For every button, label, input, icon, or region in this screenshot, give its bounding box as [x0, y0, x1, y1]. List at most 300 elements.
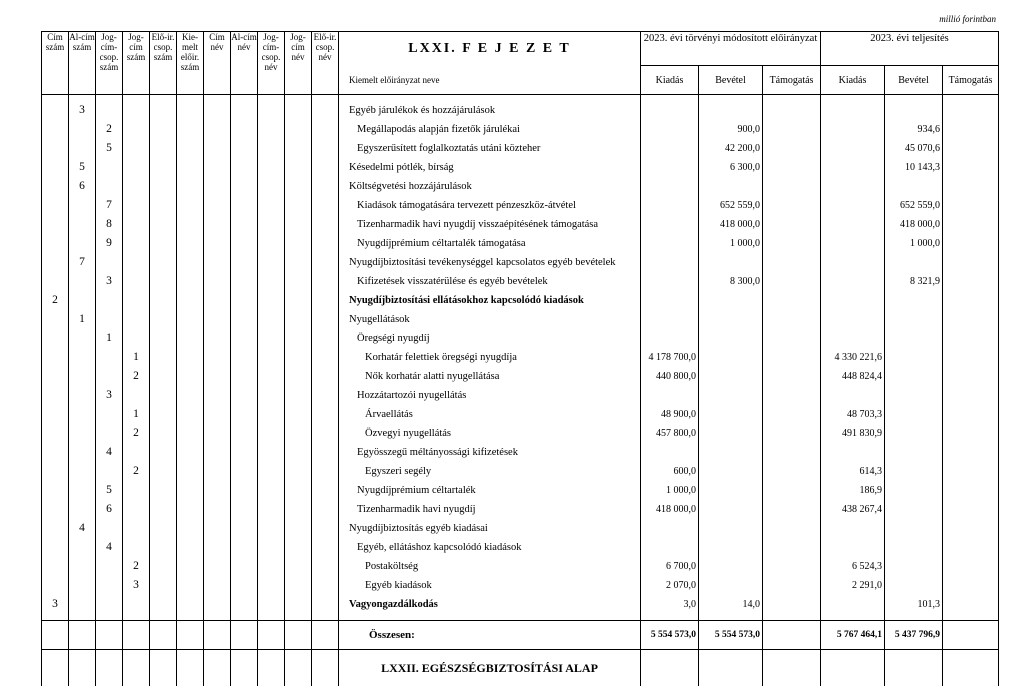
code-cell [150, 272, 177, 291]
code-cell [177, 310, 204, 329]
value-cell [641, 158, 699, 177]
code-cell [150, 595, 177, 614]
code-cell [123, 253, 150, 272]
name-level-cell [231, 139, 258, 158]
name-level-cell [231, 329, 258, 348]
code-cell [123, 139, 150, 158]
value-cell [885, 291, 943, 310]
item-name: Kiadások támogatására tervezett pénzeszköz-átvétel [339, 196, 641, 215]
value-cell [763, 310, 821, 329]
code-cell [42, 253, 69, 272]
name-level-cell [204, 405, 231, 424]
spacer-cell [821, 650, 885, 687]
value-cell [885, 481, 943, 500]
code-cell [42, 120, 69, 139]
value-cell [885, 177, 943, 196]
item-name: Egyösszegű méltányossági kifizetések [339, 443, 641, 462]
header-eloircsop-szam: Elő-ir. csop. szám [150, 32, 177, 95]
value-cell [943, 348, 999, 367]
value-cell: 900,0 [699, 120, 763, 139]
value-cell [763, 386, 821, 405]
header-kiadas-2: Kiadás [821, 66, 885, 95]
value-cell [885, 519, 943, 538]
name-level-cell [285, 101, 312, 120]
value-cell [699, 538, 763, 557]
code-cell: 2 [123, 462, 150, 481]
value-cell: 45 070,6 [885, 139, 943, 158]
code-cell [150, 177, 177, 196]
name-level-cell [231, 196, 258, 215]
value-cell: 418 000,0 [699, 215, 763, 234]
value-cell [821, 234, 885, 253]
spacer-cell [96, 621, 123, 650]
code-cell [150, 348, 177, 367]
spacer-cell [177, 650, 204, 687]
value-cell [699, 386, 763, 405]
name-level-cell [285, 158, 312, 177]
name-level-cell [258, 291, 285, 310]
total-value: 5 554 573,0 [699, 621, 763, 650]
value-cell [821, 158, 885, 177]
code-cell [150, 234, 177, 253]
name-level-cell [312, 215, 339, 234]
name-level-cell [285, 538, 312, 557]
name-level-cell [258, 519, 285, 538]
name-level-cell [204, 215, 231, 234]
name-level-cell [204, 272, 231, 291]
header-tamogatas-1: Támogatás [763, 66, 821, 95]
name-level-cell [231, 405, 258, 424]
value-cell [885, 367, 943, 386]
value-cell [763, 500, 821, 519]
name-level-cell [258, 234, 285, 253]
name-level-cell [204, 348, 231, 367]
header-jogcim-nev: Jog-cím név [285, 32, 312, 95]
code-cell [42, 367, 69, 386]
item-name: Egyszeri segély [339, 462, 641, 481]
spacer-cell [69, 621, 96, 650]
name-level-cell [258, 462, 285, 481]
code-cell: 1 [123, 405, 150, 424]
name-level-cell [285, 367, 312, 386]
value-cell [821, 329, 885, 348]
header-jogcimcsop-szam: Jog-cím-csop. szám [96, 32, 123, 95]
code-cell [42, 158, 69, 177]
code-cell [150, 120, 177, 139]
code-cell [150, 291, 177, 310]
value-cell: 440 800,0 [641, 367, 699, 386]
table-row [42, 120, 999, 139]
table-row [42, 272, 999, 291]
name-level-cell [258, 367, 285, 386]
spacer-cell [150, 650, 177, 687]
value-cell: 186,9 [821, 481, 885, 500]
value-cell [763, 158, 821, 177]
name-level-cell [204, 576, 231, 595]
value-cell [885, 348, 943, 367]
name-level-cell [231, 120, 258, 139]
value-cell: 614,3 [821, 462, 885, 481]
item-name: Vagyongazdálkodás [339, 595, 641, 614]
name-level-cell [312, 348, 339, 367]
item-name: Kifizetések visszatérülése és egyéb bevételek [339, 272, 641, 291]
name-level-cell [204, 329, 231, 348]
value-cell [943, 443, 999, 462]
spacer-cell [177, 621, 204, 650]
value-cell [699, 367, 763, 386]
code-cell [69, 462, 96, 481]
name-level-cell [204, 101, 231, 120]
item-name: Tizenharmadik havi nyugdíj visszaépítésének támogatása [339, 215, 641, 234]
code-cell [177, 557, 204, 576]
name-level-cell [312, 538, 339, 557]
header-item-name: Kiemelt előirányzat neve [339, 66, 641, 95]
code-cell [42, 139, 69, 158]
name-level-cell [285, 253, 312, 272]
value-cell [763, 424, 821, 443]
value-cell: 6 524,3 [821, 557, 885, 576]
spacer-cell [42, 650, 69, 687]
code-cell [177, 595, 204, 614]
value-cell: 1 000,0 [641, 481, 699, 500]
name-level-cell [204, 386, 231, 405]
value-cell: 4 330 221,6 [821, 348, 885, 367]
code-cell [69, 443, 96, 462]
value-cell [763, 215, 821, 234]
name-level-cell [204, 234, 231, 253]
next-chapter-row [42, 650, 999, 687]
total-label: Összesen: [339, 621, 641, 650]
name-level-cell [312, 158, 339, 177]
table-row [42, 177, 999, 196]
code-cell [150, 557, 177, 576]
code-cell: 6 [69, 177, 96, 196]
name-level-cell [285, 348, 312, 367]
code-cell [69, 120, 96, 139]
code-cell [150, 139, 177, 158]
table-row [42, 462, 999, 481]
value-cell [763, 120, 821, 139]
name-level-cell [231, 177, 258, 196]
code-cell [69, 215, 96, 234]
name-level-cell [312, 367, 339, 386]
item-name: Nyugdíjbiztosítás egyéb kiadásai [339, 519, 641, 538]
name-level-cell [312, 576, 339, 595]
name-level-cell [312, 139, 339, 158]
header-group-modified: 2023. évi törvényi módosított előirányzat [641, 32, 821, 66]
name-level-cell [231, 557, 258, 576]
name-level-cell [231, 348, 258, 367]
name-level-cell [285, 481, 312, 500]
code-cell [150, 367, 177, 386]
code-cell [42, 329, 69, 348]
code-cell [42, 443, 69, 462]
value-cell [821, 443, 885, 462]
value-cell [885, 386, 943, 405]
code-cell [123, 443, 150, 462]
code-cell [69, 329, 96, 348]
value-cell: 48 703,3 [821, 405, 885, 424]
name-level-cell [231, 386, 258, 405]
value-cell [943, 215, 999, 234]
item-name: Korhatár felettiek öregségi nyugdíja [339, 348, 641, 367]
name-level-cell [285, 500, 312, 519]
item-name: Özvegyi nyugellátás [339, 424, 641, 443]
code-cell [42, 177, 69, 196]
spacer-cell [885, 650, 943, 687]
spacer-cell [150, 621, 177, 650]
code-cell [69, 139, 96, 158]
name-level-cell [312, 481, 339, 500]
header-tamogatas-2: Támogatás [943, 66, 999, 95]
spacer-cell [285, 650, 312, 687]
value-cell [763, 272, 821, 291]
code-cell [123, 234, 150, 253]
code-cell [123, 519, 150, 538]
code-cell [150, 196, 177, 215]
name-level-cell [258, 424, 285, 443]
value-cell [821, 215, 885, 234]
code-cell [150, 576, 177, 595]
name-level-cell [258, 481, 285, 500]
header-jogcim-szam: Jog-cím szám [123, 32, 150, 95]
code-cell: 1 [69, 310, 96, 329]
name-level-cell [312, 177, 339, 196]
code-cell [177, 519, 204, 538]
code-cell [177, 500, 204, 519]
code-cell [123, 196, 150, 215]
code-cell: 4 [69, 519, 96, 538]
value-cell [641, 310, 699, 329]
value-cell [943, 367, 999, 386]
table-row [42, 595, 999, 614]
code-cell [96, 595, 123, 614]
code-cell [69, 481, 96, 500]
value-cell: 101,3 [885, 595, 943, 614]
code-cell [123, 272, 150, 291]
code-cell [69, 348, 96, 367]
name-level-cell [204, 557, 231, 576]
value-cell [821, 272, 885, 291]
code-cell [69, 576, 96, 595]
code-cell [150, 424, 177, 443]
table-row [42, 310, 999, 329]
value-cell [821, 101, 885, 120]
value-cell [763, 595, 821, 614]
code-cell [150, 329, 177, 348]
value-cell: 48 900,0 [641, 405, 699, 424]
code-cell [42, 101, 69, 120]
name-level-cell [231, 576, 258, 595]
value-cell [821, 291, 885, 310]
name-level-cell [258, 348, 285, 367]
name-level-cell [231, 291, 258, 310]
value-cell [763, 519, 821, 538]
code-cell [42, 576, 69, 595]
name-level-cell [285, 462, 312, 481]
code-cell [42, 462, 69, 481]
value-cell: 418 000,0 [885, 215, 943, 234]
name-level-cell [258, 557, 285, 576]
item-name: Hozzátartozói nyugellátás [339, 386, 641, 405]
value-cell [943, 253, 999, 272]
code-cell [123, 310, 150, 329]
value-cell [641, 139, 699, 158]
code-cell [123, 595, 150, 614]
name-level-cell [204, 424, 231, 443]
code-cell [69, 500, 96, 519]
name-level-cell [204, 519, 231, 538]
value-cell [943, 234, 999, 253]
table-body [42, 95, 999, 687]
value-cell [763, 329, 821, 348]
item-name: Nyugdíjbiztosítási ellátásokhoz kapcsolódó kiadások [339, 291, 641, 310]
value-cell [763, 557, 821, 576]
code-cell [177, 291, 204, 310]
value-cell: 600,0 [641, 462, 699, 481]
name-level-cell [204, 139, 231, 158]
name-level-cell [285, 215, 312, 234]
name-level-cell [312, 272, 339, 291]
value-cell: 652 559,0 [699, 196, 763, 215]
name-level-cell [204, 196, 231, 215]
value-cell: 14,0 [699, 595, 763, 614]
name-level-cell [258, 329, 285, 348]
table-row [42, 158, 999, 177]
spacer-cell [258, 650, 285, 687]
name-level-cell [312, 424, 339, 443]
table-row [42, 253, 999, 272]
code-cell: 1 [96, 329, 123, 348]
name-level-cell [312, 462, 339, 481]
code-cell [96, 576, 123, 595]
item-name: Öregségi nyugdíj [339, 329, 641, 348]
code-cell [177, 405, 204, 424]
name-level-cell [204, 291, 231, 310]
table-row [42, 329, 999, 348]
value-cell [699, 291, 763, 310]
value-cell [943, 101, 999, 120]
spacer-cell [763, 650, 821, 687]
name-level-cell [258, 272, 285, 291]
code-cell: 3 [96, 272, 123, 291]
code-cell: 4 [96, 538, 123, 557]
name-level-cell [258, 576, 285, 595]
name-level-cell [285, 519, 312, 538]
code-cell [177, 576, 204, 595]
value-cell [699, 462, 763, 481]
value-cell [821, 519, 885, 538]
value-cell: 6 700,0 [641, 557, 699, 576]
header-row-1 [42, 32, 999, 66]
code-cell: 4 [96, 443, 123, 462]
value-cell [641, 234, 699, 253]
code-cell [123, 101, 150, 120]
name-level-cell [258, 120, 285, 139]
code-cell: 9 [96, 234, 123, 253]
value-cell [943, 576, 999, 595]
total-value: 5 767 464,1 [821, 621, 885, 650]
code-cell [69, 595, 96, 614]
table-row [42, 348, 999, 367]
value-cell [763, 367, 821, 386]
value-cell [763, 462, 821, 481]
name-level-cell [231, 234, 258, 253]
value-cell [943, 177, 999, 196]
value-cell [943, 595, 999, 614]
value-cell [885, 329, 943, 348]
code-cell [96, 424, 123, 443]
code-cell [177, 101, 204, 120]
total-row [42, 621, 999, 650]
value-cell [943, 120, 999, 139]
value-cell [763, 348, 821, 367]
spacer-cell [204, 650, 231, 687]
name-level-cell [312, 291, 339, 310]
name-level-cell [231, 101, 258, 120]
item-name: Nők korhatár alatti nyugellátása [339, 367, 641, 386]
table-row [42, 557, 999, 576]
header-kiadas-1: Kiadás [641, 66, 699, 95]
header-group-actual: 2023. évi teljesítés [821, 32, 999, 66]
code-cell [96, 101, 123, 120]
value-cell [699, 424, 763, 443]
code-cell [69, 291, 96, 310]
table-row [42, 538, 999, 557]
code-cell [69, 386, 96, 405]
name-level-cell [285, 196, 312, 215]
code-cell: 5 [96, 481, 123, 500]
name-level-cell [312, 101, 339, 120]
item-name: Késedelmi pótlék, bírság [339, 158, 641, 177]
value-cell [885, 538, 943, 557]
name-level-cell [285, 310, 312, 329]
code-cell [177, 177, 204, 196]
spacer-cell [96, 650, 123, 687]
value-cell [641, 101, 699, 120]
code-cell [177, 424, 204, 443]
name-level-cell [258, 310, 285, 329]
value-cell [641, 443, 699, 462]
item-name: Egyszerűsített foglalkoztatás utáni közteher [339, 139, 641, 158]
value-cell: 448 824,4 [821, 367, 885, 386]
value-cell [943, 405, 999, 424]
value-cell [943, 462, 999, 481]
name-level-cell [285, 386, 312, 405]
value-cell [943, 158, 999, 177]
value-cell [699, 177, 763, 196]
name-level-cell [204, 538, 231, 557]
value-cell [821, 595, 885, 614]
name-level-cell [231, 443, 258, 462]
value-cell: 42 200,0 [699, 139, 763, 158]
code-cell [177, 196, 204, 215]
value-cell [763, 139, 821, 158]
table-row [42, 519, 999, 538]
value-cell [763, 481, 821, 500]
code-cell: 3 [42, 595, 69, 614]
value-cell [763, 443, 821, 462]
value-cell [699, 329, 763, 348]
code-cell [123, 291, 150, 310]
header-alcim-szam: Al-cím szám [69, 32, 96, 95]
value-cell: 3,0 [641, 595, 699, 614]
name-level-cell [204, 443, 231, 462]
code-cell [123, 500, 150, 519]
name-level-cell [231, 500, 258, 519]
code-cell [69, 196, 96, 215]
name-level-cell [258, 443, 285, 462]
